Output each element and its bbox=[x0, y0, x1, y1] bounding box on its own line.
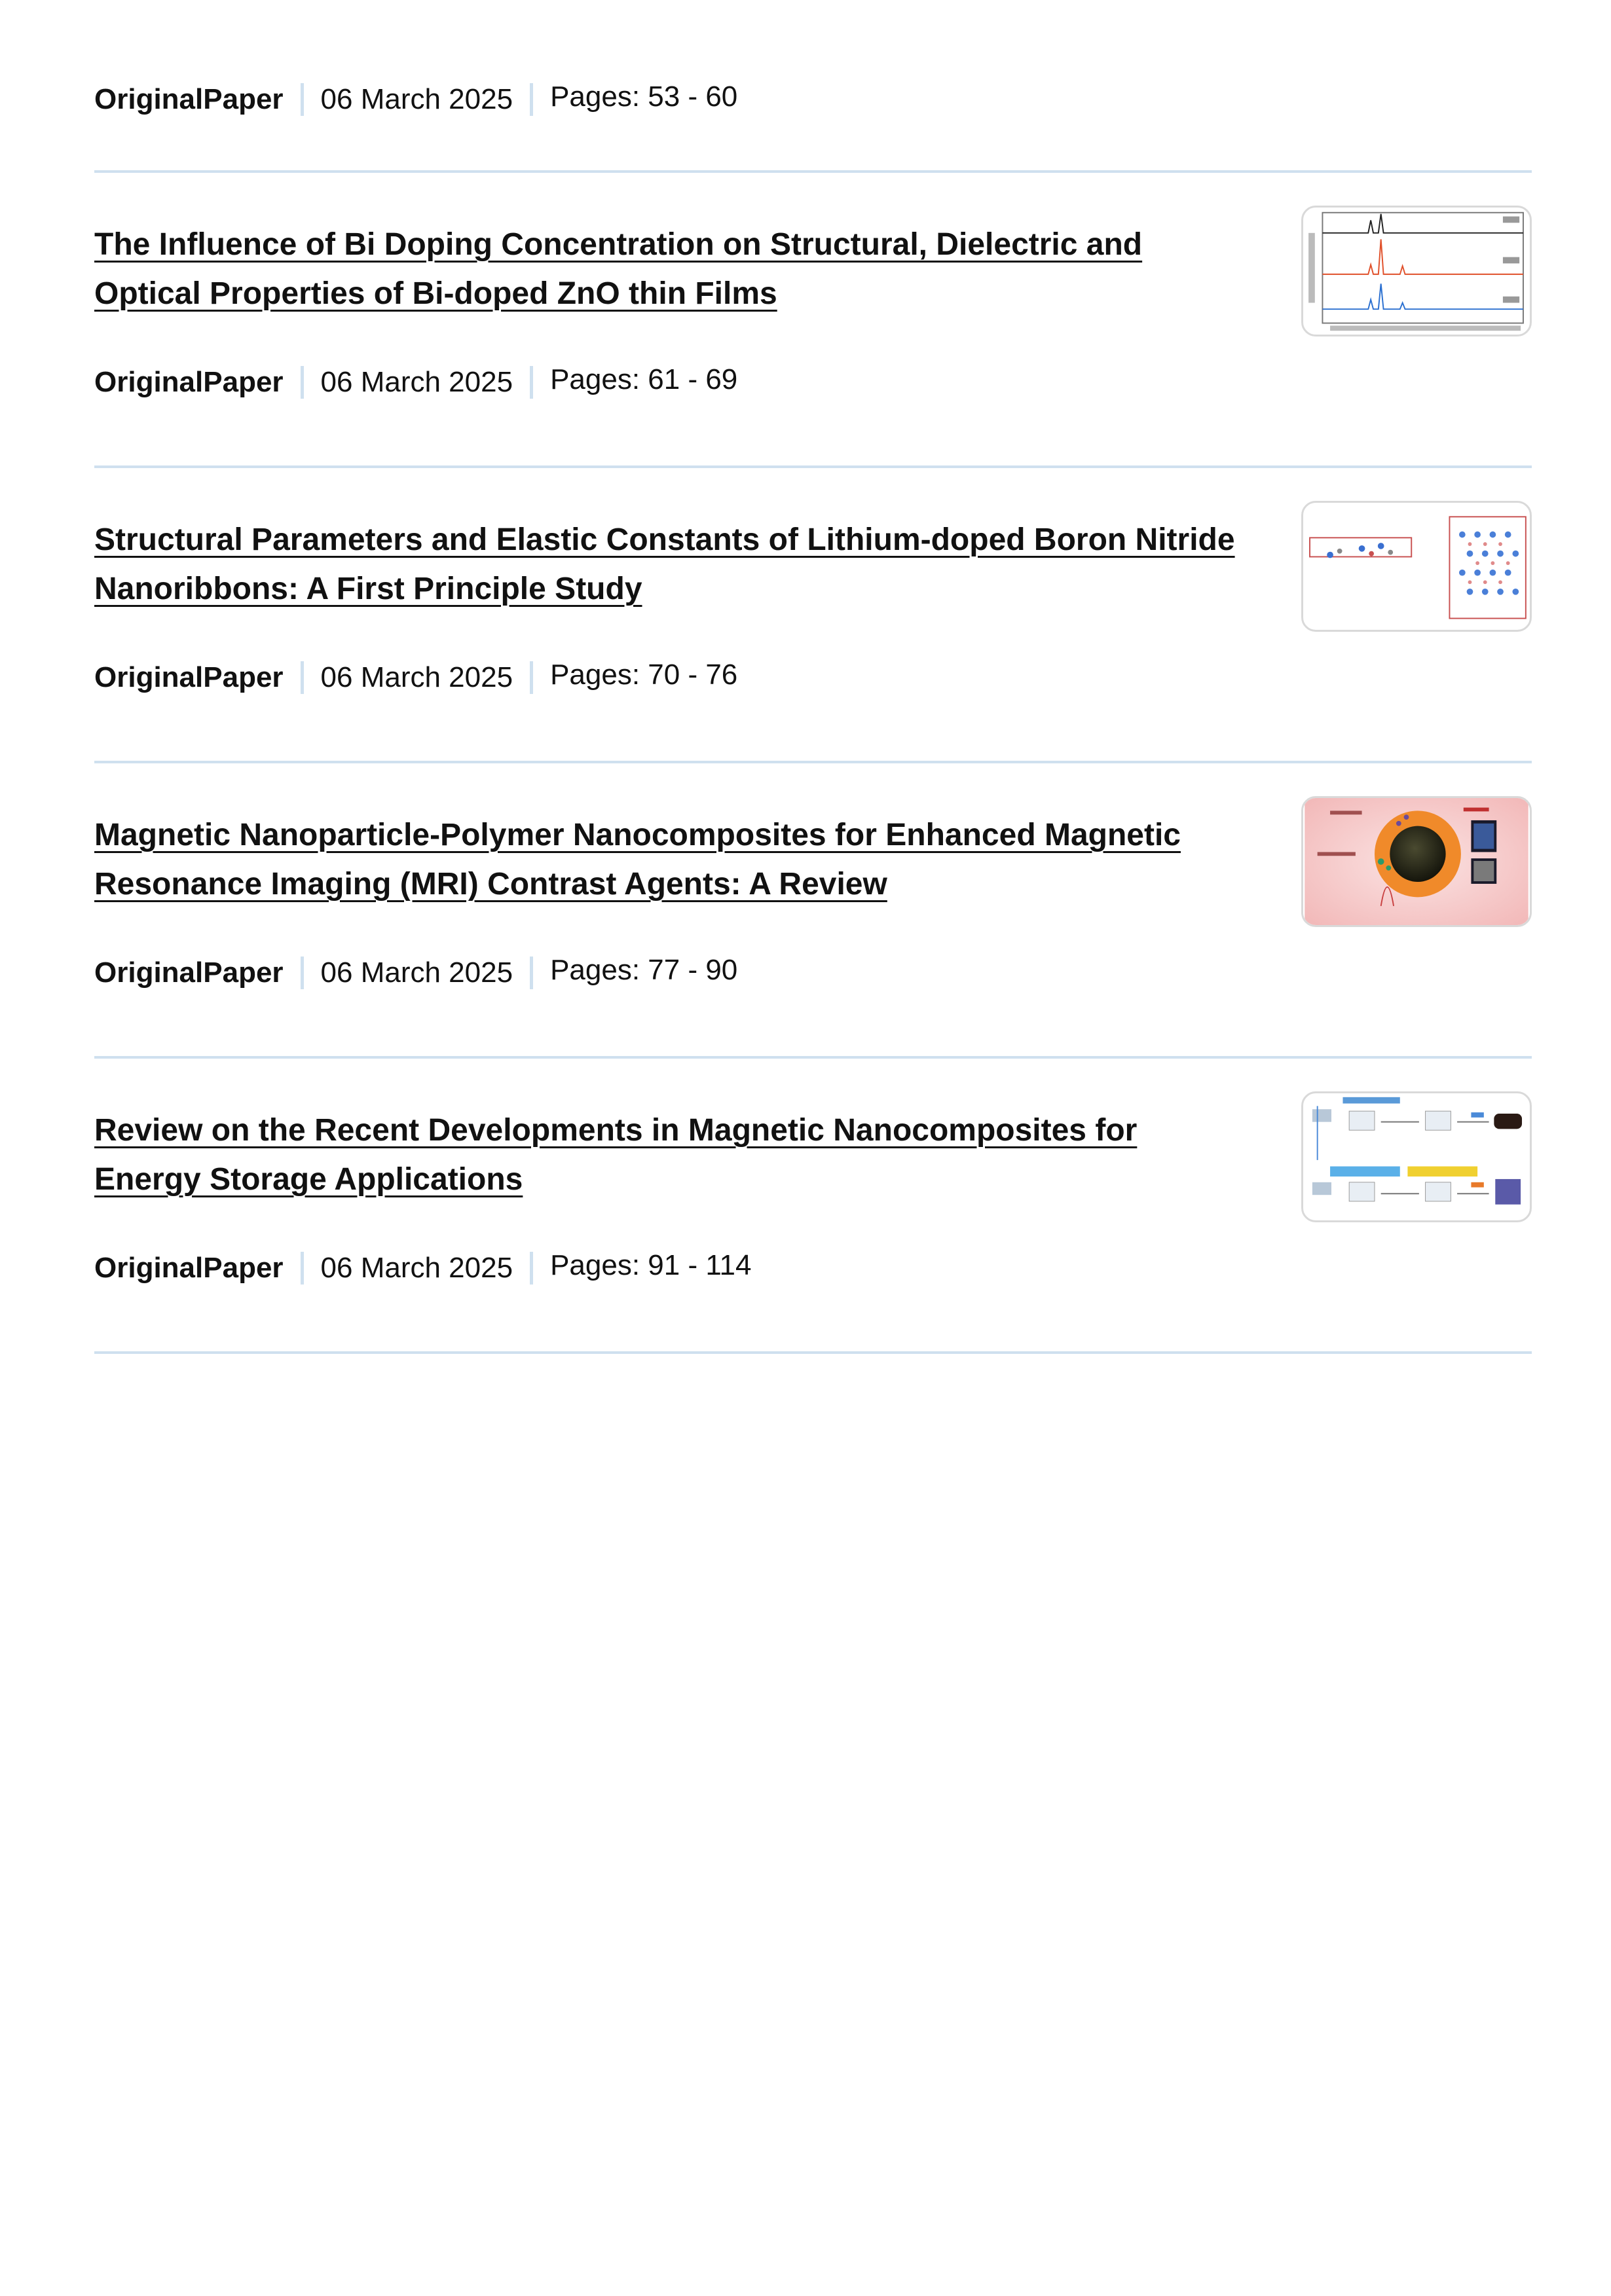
article-meta bbox=[94, 1248, 751, 1288]
article-title-link[interactable]: The Influence of Bi Doping Concentration on Structural, Dielectric and Optical Properties of Bi-doped ZnO thin Films bbox=[94, 227, 1143, 311]
content-type-label: OriginalPaper bbox=[94, 661, 284, 693]
nanoparticle-mri-figure bbox=[1303, 798, 1530, 925]
article-title bbox=[94, 1106, 1247, 1204]
publish-date: 06 March 2025 bbox=[320, 957, 513, 989]
page-range: Pages: 91 - 114 bbox=[550, 1249, 752, 1281]
item-divider bbox=[94, 1351, 1532, 1354]
content-type-label: OriginalPaper bbox=[94, 366, 284, 398]
publish-date: 06 March 2025 bbox=[320, 83, 513, 115]
meta-separator bbox=[530, 366, 533, 399]
meta-separator bbox=[301, 957, 304, 989]
article-meta bbox=[94, 953, 737, 993]
list-item bbox=[94, 1106, 1532, 1302]
meta-separator bbox=[301, 366, 304, 399]
article-thumbnail[interactable] bbox=[1301, 796, 1532, 927]
list-item bbox=[94, 220, 1532, 416]
list-item bbox=[94, 515, 1532, 712]
article-meta bbox=[94, 658, 737, 697]
meta-separator bbox=[530, 83, 533, 116]
article-title-link[interactable]: Structural Parameters and Elastic Constants of Lithium-doped Boron Nitride Nanoribbons: A First Principle Study bbox=[94, 522, 1235, 606]
item-divider bbox=[94, 1056, 1532, 1059]
article-meta bbox=[94, 80, 737, 119]
content-type-label: OriginalPaper bbox=[94, 83, 284, 115]
item-divider bbox=[94, 761, 1532, 763]
article-title-link[interactable]: Magnetic Nanoparticle-Polymer Nanocomposites for Enhanced Magnetic Resonance Imaging (MRI) Contrast Agents: A Review bbox=[94, 818, 1181, 902]
content-type-label: OriginalPaper bbox=[94, 957, 284, 989]
meta-separator bbox=[530, 1252, 533, 1285]
article-title bbox=[94, 220, 1247, 318]
meta-separator bbox=[301, 83, 304, 116]
xrd-spectrum-figure bbox=[1303, 208, 1530, 335]
list-item bbox=[94, 811, 1532, 1007]
item-divider bbox=[94, 465, 1532, 468]
article-meta bbox=[94, 363, 737, 402]
content-type-label: OriginalPaper bbox=[94, 1252, 284, 1284]
article-title bbox=[94, 811, 1247, 909]
page-range: Pages: 53 - 60 bbox=[550, 81, 738, 113]
meta-separator bbox=[530, 661, 533, 694]
nanoribbon-structure-figure bbox=[1303, 503, 1530, 630]
synthesis-flow-figure bbox=[1303, 1093, 1530, 1220]
publish-date: 06 March 2025 bbox=[320, 661, 513, 693]
meta-separator bbox=[530, 957, 533, 989]
article-thumbnail[interactable] bbox=[1301, 501, 1532, 632]
meta-separator bbox=[301, 661, 304, 694]
article-title-link[interactable]: Review on the Recent Developments in Magnetic Nanocomposites for Energy Storage Applications bbox=[94, 1113, 1138, 1197]
item-divider bbox=[94, 170, 1532, 173]
publish-date: 06 March 2025 bbox=[320, 366, 513, 398]
page-range: Pages: 70 - 76 bbox=[550, 659, 738, 691]
publish-date: 06 March 2025 bbox=[320, 1252, 513, 1284]
page-range: Pages: 77 - 90 bbox=[550, 954, 738, 986]
article-thumbnail[interactable] bbox=[1301, 206, 1532, 337]
article-title bbox=[94, 515, 1247, 613]
article-thumbnail[interactable] bbox=[1301, 1091, 1532, 1222]
page-range: Pages: 61 - 69 bbox=[550, 363, 738, 395]
meta-separator bbox=[301, 1252, 304, 1285]
